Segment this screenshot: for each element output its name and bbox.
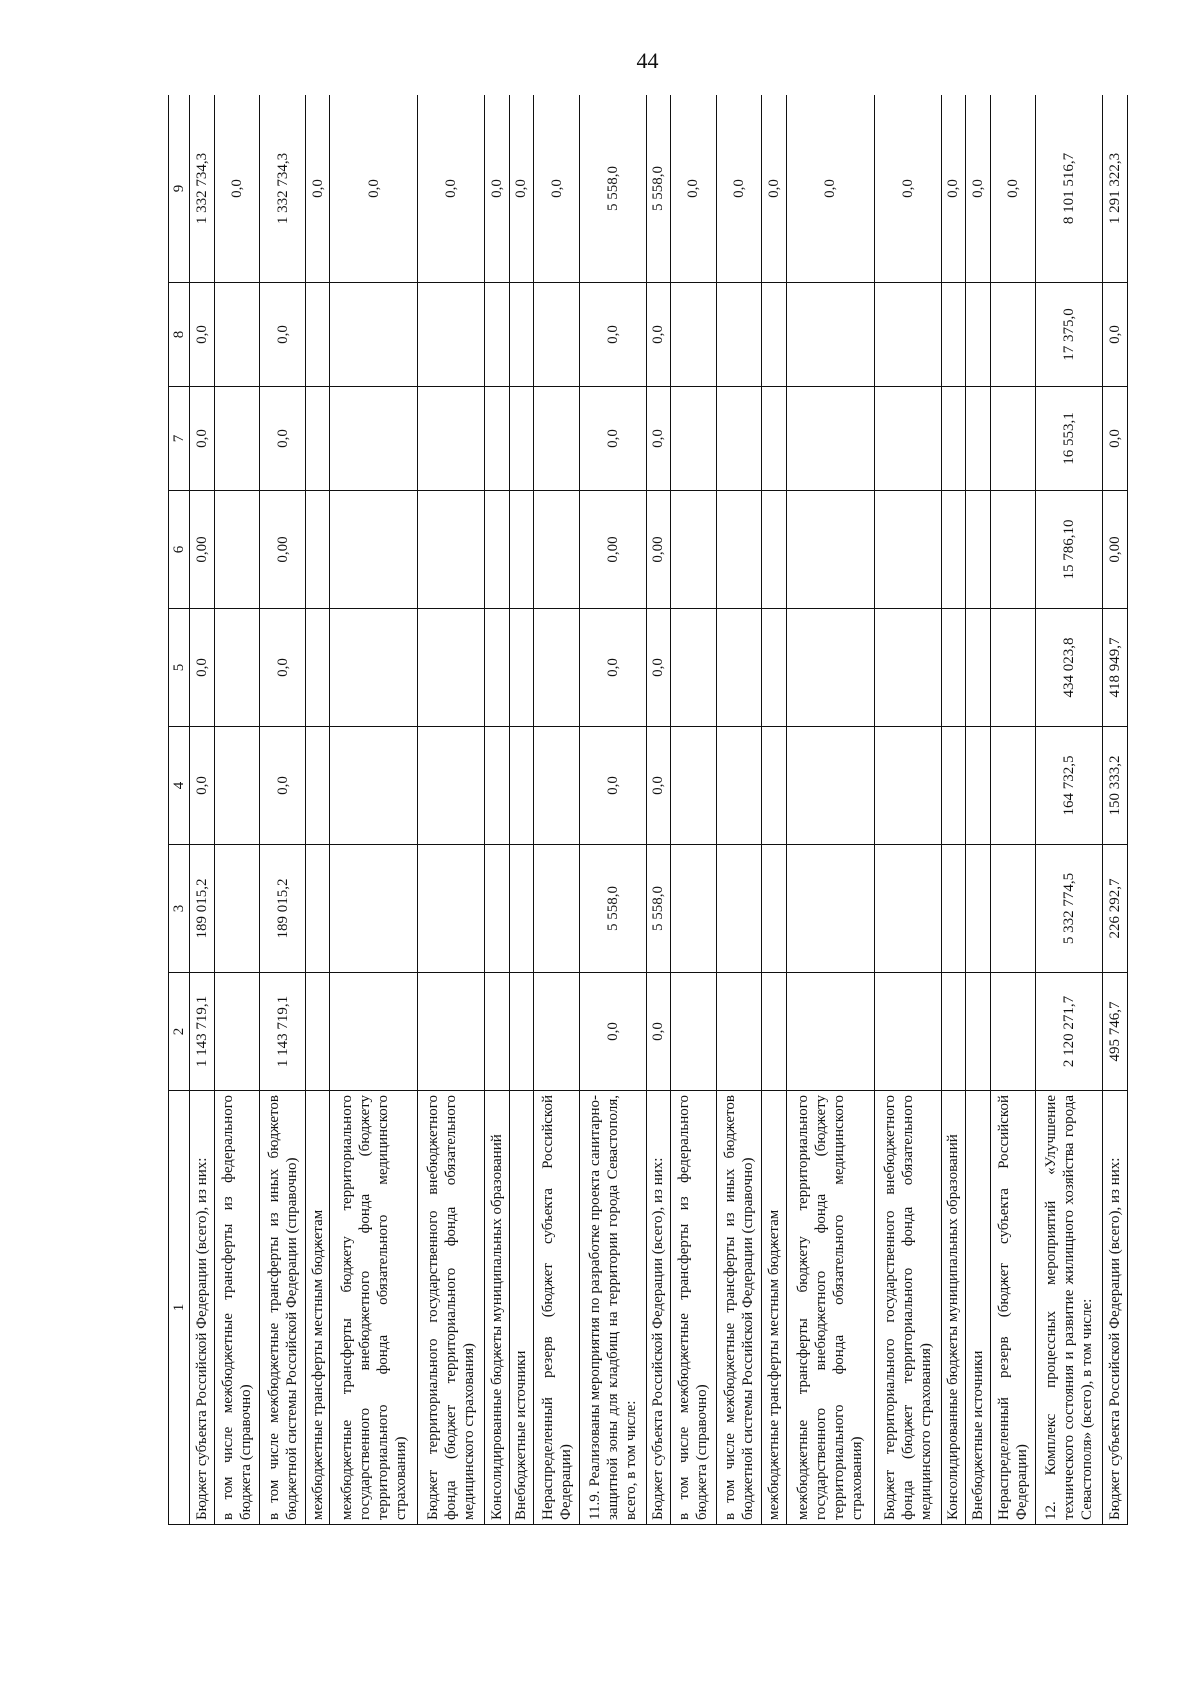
value-cell — [418, 727, 485, 845]
value-cell: 189 015,2 — [190, 845, 215, 973]
value-cell — [534, 727, 580, 845]
row-label: в том числе межбюджетные трансферты из федерального бюджета (справочно) — [671, 1091, 717, 1525]
row-label: Консолидированные бюджеты муниципальных образований — [485, 1091, 510, 1525]
value-cell — [485, 491, 510, 609]
value-cell: 1 332 734,3 — [260, 95, 306, 283]
value-cell: 5 558,0 — [579, 95, 646, 283]
value-cell — [534, 283, 580, 387]
value-cell — [509, 491, 534, 609]
value-cell — [305, 283, 330, 387]
value-cell — [534, 609, 580, 727]
value-cell: 0,00 — [260, 491, 306, 609]
value-cell: 434 023,8 — [1036, 609, 1103, 727]
value-cell: 0,0 — [990, 95, 1036, 283]
value-cell: 164 732,5 — [1036, 727, 1103, 845]
value-cell — [762, 283, 787, 387]
value-cell — [671, 845, 717, 973]
value-cell — [671, 609, 717, 727]
value-cell — [874, 845, 941, 973]
value-cell: 0,0 — [1103, 387, 1128, 491]
col-header: 7 — [169, 387, 190, 491]
value-cell: 0,0 — [330, 95, 418, 283]
table-row — [941, 95, 966, 1525]
value-cell — [716, 609, 762, 727]
value-cell: 0,0 — [646, 973, 671, 1091]
value-cell — [330, 973, 418, 1091]
value-cell — [990, 491, 1036, 609]
value-cell: 0,00 — [190, 491, 215, 609]
value-cell: 0,0 — [966, 95, 991, 283]
value-cell — [762, 973, 787, 1091]
value-cell — [418, 491, 485, 609]
value-cell — [874, 283, 941, 387]
value-cell — [671, 387, 717, 491]
value-cell — [966, 727, 991, 845]
value-cell — [534, 973, 580, 1091]
row-label: 12. Комплекс процессных мероприятий «Улучшение технического состояния и развитие жилищного хозяйства города Севастополя» (всего), в том числе: — [1036, 1091, 1103, 1525]
value-cell — [990, 973, 1036, 1091]
table-row — [646, 95, 671, 1525]
value-cell: 8 101 516,7 — [1036, 95, 1103, 283]
col-header: 8 — [169, 283, 190, 387]
table-row — [1103, 95, 1128, 1525]
value-cell — [787, 609, 875, 727]
table-row — [418, 95, 485, 1525]
row-label: Консолидированные бюджеты муниципальных образований — [941, 1091, 966, 1525]
value-cell — [485, 283, 510, 387]
value-cell — [762, 387, 787, 491]
value-cell — [787, 491, 875, 609]
value-cell — [214, 845, 260, 973]
value-cell: 189 015,2 — [260, 845, 306, 973]
value-cell: 0,0 — [579, 387, 646, 491]
value-cell — [509, 727, 534, 845]
table-row — [1036, 95, 1103, 1525]
value-cell — [509, 387, 534, 491]
value-cell: 0,00 — [579, 491, 646, 609]
value-cell: 0,0 — [646, 609, 671, 727]
value-cell — [716, 727, 762, 845]
value-cell — [305, 845, 330, 973]
value-cell: 5 558,0 — [579, 845, 646, 973]
row-label: Бюджет субъекта Российской Федерации (всего), из них: — [646, 1091, 671, 1525]
value-cell — [874, 387, 941, 491]
value-cell — [787, 387, 875, 491]
value-cell: 2 120 271,7 — [1036, 973, 1103, 1091]
value-cell — [305, 387, 330, 491]
value-cell: 0,0 — [716, 95, 762, 283]
value-cell: 0,0 — [190, 609, 215, 727]
value-cell — [966, 283, 991, 387]
col-header: 3 — [169, 845, 190, 973]
value-cell: 17 375,0 — [1036, 283, 1103, 387]
table-row — [671, 95, 717, 1525]
row-label: Бюджет территориального государственного внебюджетного фонда (бюджет территориального фонда обязательного медицинского страхования) — [874, 1091, 941, 1525]
value-cell: 0,0 — [190, 283, 215, 387]
value-cell — [418, 973, 485, 1091]
value-cell: 0,0 — [305, 95, 330, 283]
value-cell — [671, 973, 717, 1091]
value-cell — [214, 387, 260, 491]
col-header: 4 — [169, 727, 190, 845]
value-cell — [941, 973, 966, 1091]
value-cell — [418, 387, 485, 491]
value-cell — [990, 283, 1036, 387]
value-cell: 0,0 — [874, 95, 941, 283]
value-cell — [305, 609, 330, 727]
row-label: Внебюджетные источники — [966, 1091, 991, 1525]
value-cell — [509, 609, 534, 727]
col-header: 1 — [169, 1091, 190, 1525]
value-cell: 0,0 — [190, 387, 215, 491]
value-cell: 0,0 — [190, 727, 215, 845]
value-cell — [418, 609, 485, 727]
value-cell: 0,0 — [579, 973, 646, 1091]
value-cell — [966, 845, 991, 973]
table-row — [485, 95, 510, 1525]
value-cell: 0,0 — [214, 95, 260, 283]
value-cell — [874, 491, 941, 609]
table-row — [509, 95, 534, 1525]
value-cell — [762, 845, 787, 973]
value-cell — [305, 973, 330, 1091]
row-label: межбюджетные трансферты местным бюджетам — [762, 1091, 787, 1525]
row-label: Внебюджетные источники — [509, 1091, 534, 1525]
col-header: 2 — [169, 973, 190, 1091]
value-cell — [966, 491, 991, 609]
value-cell — [990, 727, 1036, 845]
value-cell — [305, 491, 330, 609]
value-cell — [418, 283, 485, 387]
row-label: Нераспределенный резерв (бюджет субъекта Российской Федерации) — [534, 1091, 580, 1525]
table-row — [214, 95, 260, 1525]
row-label: в том числе межбюджетные трансферты из иных бюджетов бюджетной системы Российской Федерации (справочно) — [716, 1091, 762, 1525]
value-cell — [990, 845, 1036, 973]
table-body — [190, 95, 1128, 1525]
value-cell: 0,0 — [646, 387, 671, 491]
value-cell — [762, 491, 787, 609]
row-label: межбюджетные трансферты бюджету территориального государственного внебюджетного фонда (бюджету территориального фонда обязательного медицинского страхования) — [330, 1091, 418, 1525]
value-cell: 0,0 — [579, 283, 646, 387]
table-row — [305, 95, 330, 1525]
value-cell: 0,0 — [260, 609, 306, 727]
value-cell — [787, 973, 875, 1091]
value-cell — [330, 491, 418, 609]
value-cell — [330, 609, 418, 727]
col-header: 9 — [169, 95, 190, 283]
value-cell: 0,0 — [260, 387, 306, 491]
row-label: в том числе межбюджетные трансферты из иных бюджетов бюджетной системы Российской Федерации (справочно) — [260, 1091, 306, 1525]
value-cell — [716, 491, 762, 609]
table-row — [716, 95, 762, 1525]
value-cell — [671, 283, 717, 387]
row-label: Бюджет субъекта Российской Федерации (всего), из них: — [1103, 1091, 1128, 1525]
rotated-table-container — [168, 95, 1128, 1525]
value-cell: 0,0 — [671, 95, 717, 283]
value-cell — [534, 387, 580, 491]
value-cell: 0,0 — [260, 727, 306, 845]
table-row — [190, 95, 215, 1525]
value-cell — [671, 727, 717, 845]
value-cell — [214, 973, 260, 1091]
value-cell — [762, 609, 787, 727]
value-cell — [787, 283, 875, 387]
value-cell — [941, 727, 966, 845]
value-cell — [214, 283, 260, 387]
value-cell — [941, 491, 966, 609]
page-number: 44 — [636, 48, 659, 73]
table-row — [534, 95, 580, 1525]
value-cell: 0,0 — [418, 95, 485, 283]
value-cell — [966, 973, 991, 1091]
value-cell — [787, 845, 875, 973]
value-cell: 0,0 — [534, 95, 580, 283]
value-cell — [716, 973, 762, 1091]
table-row — [260, 95, 306, 1525]
value-cell: 226 292,7 — [1103, 845, 1128, 973]
value-cell — [330, 387, 418, 491]
header-row — [169, 95, 190, 1525]
table-rotation-frame — [168, 95, 1128, 1525]
value-cell: 15 786,10 — [1036, 491, 1103, 609]
table-row — [330, 95, 418, 1525]
table-row — [579, 95, 646, 1525]
value-cell: 5 558,0 — [646, 845, 671, 973]
value-cell — [330, 727, 418, 845]
table-row — [762, 95, 787, 1525]
value-cell — [762, 727, 787, 845]
value-cell — [214, 609, 260, 727]
value-cell — [485, 727, 510, 845]
value-cell: 0,0 — [260, 283, 306, 387]
row-label: 11.9. Реализованы мероприятия по разработке проекта санитарно-защитной зоны для кладбищ на территории города Севастополя, всего, в том числе: — [579, 1091, 646, 1525]
value-cell: 1 332 734,3 — [190, 95, 215, 283]
value-cell — [671, 491, 717, 609]
value-cell — [509, 973, 534, 1091]
value-cell: 0,00 — [646, 491, 671, 609]
row-label: в том числе межбюджетные трансферты из федерального бюджета (справочно) — [214, 1091, 260, 1525]
value-cell — [485, 387, 510, 491]
value-cell — [990, 609, 1036, 727]
value-cell: 0,0 — [762, 95, 787, 283]
value-cell — [716, 283, 762, 387]
value-cell: 0,0 — [646, 727, 671, 845]
value-cell — [941, 283, 966, 387]
value-cell — [509, 283, 534, 387]
value-cell — [485, 973, 510, 1091]
value-cell: 0,0 — [787, 95, 875, 283]
value-cell — [874, 609, 941, 727]
value-cell — [941, 609, 966, 727]
row-label: межбюджетные трансферты местным бюджетам — [305, 1091, 330, 1525]
value-cell: 495 746,7 — [1103, 973, 1128, 1091]
value-cell: 418 949,7 — [1103, 609, 1128, 727]
value-cell: 5 558,0 — [646, 95, 671, 283]
value-cell — [874, 973, 941, 1091]
table-row — [874, 95, 941, 1525]
col-header: 6 — [169, 491, 190, 609]
value-cell — [330, 845, 418, 973]
value-cell — [990, 387, 1036, 491]
value-cell — [716, 845, 762, 973]
value-cell: 0,0 — [485, 95, 510, 283]
value-cell — [716, 387, 762, 491]
value-cell: 0,0 — [646, 283, 671, 387]
value-cell: 1 143 719,1 — [190, 973, 215, 1091]
table-row — [787, 95, 875, 1525]
value-cell — [966, 609, 991, 727]
row-label: Бюджет территориального государственного внебюджетного фонда (бюджет территориального фонда обязательного медицинского страхования) — [418, 1091, 485, 1525]
value-cell — [509, 845, 534, 973]
value-cell: 0,00 — [1103, 491, 1128, 609]
value-cell — [941, 845, 966, 973]
col-header: 5 — [169, 609, 190, 727]
value-cell — [418, 845, 485, 973]
value-cell — [534, 845, 580, 973]
value-cell: 0,0 — [579, 609, 646, 727]
value-cell: 1 143 719,1 — [260, 973, 306, 1091]
value-cell — [485, 845, 510, 973]
value-cell — [534, 491, 580, 609]
value-cell: 16 553,1 — [1036, 387, 1103, 491]
value-cell: 0,0 — [579, 727, 646, 845]
table-row — [990, 95, 1036, 1525]
row-label: Бюджет субъекта Российской Федерации (всего), из них: — [190, 1091, 215, 1525]
value-cell — [787, 727, 875, 845]
value-cell: 0,0 — [509, 95, 534, 283]
row-label: межбюджетные трансферты бюджету территориального государственного внебюджетного фонда (бюджету территориального фонда обязательного медицинского страхования) — [787, 1091, 875, 1525]
value-cell — [966, 387, 991, 491]
value-cell: 0,0 — [941, 95, 966, 283]
value-cell: 150 333,2 — [1103, 727, 1128, 845]
value-cell: 5 332 774,5 — [1036, 845, 1103, 973]
value-cell — [305, 727, 330, 845]
value-cell — [485, 609, 510, 727]
value-cell — [941, 387, 966, 491]
table-row — [966, 95, 991, 1525]
value-cell — [874, 727, 941, 845]
value-cell: 0,0 — [1103, 283, 1128, 387]
budget-table — [168, 95, 1128, 1525]
value-cell: 1 291 322,3 — [1103, 95, 1128, 283]
value-cell — [330, 283, 418, 387]
value-cell — [214, 491, 260, 609]
value-cell — [214, 727, 260, 845]
row-label: Нераспределенный резерв (бюджет субъекта Российской Федерации) — [990, 1091, 1036, 1525]
